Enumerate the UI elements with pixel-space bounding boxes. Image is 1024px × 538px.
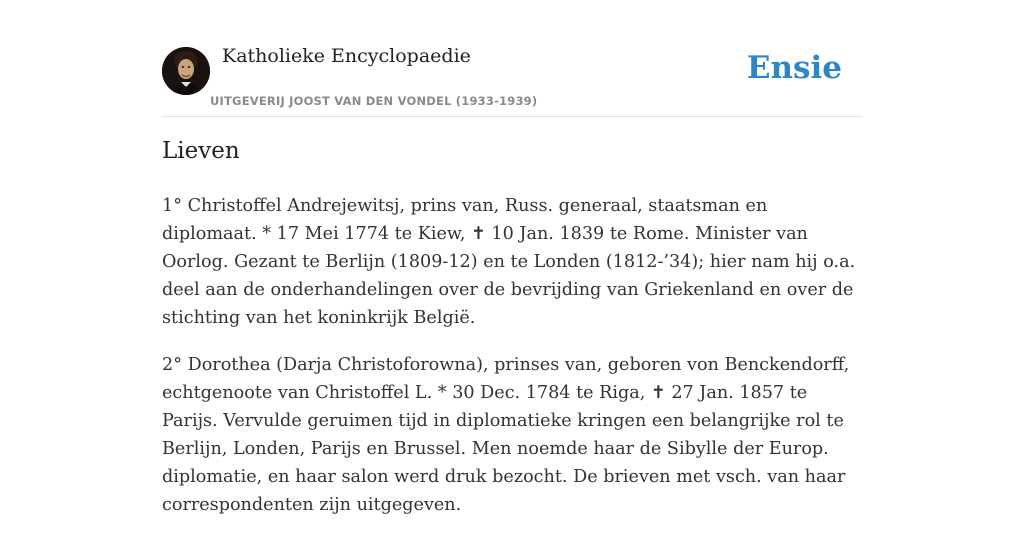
brand-logo[interactable]: Ensie — [746, 50, 842, 86]
publication-name[interactable]: Katholieke Encyclopaedie — [222, 45, 471, 67]
page — [162, 0, 862, 515]
portrait-icon — [162, 47, 210, 95]
article-title: Lieven — [162, 138, 240, 164]
article-paragraph: 1° Christoffel Andrejewitsj, prins van, Russ. generaal, staatsman en diplomaat. * 17 Mei 1774 te Kiew, ✝ 10 Jan. 1839 te Rome. Minister van Oorlog. Gezant te Berlijn (1809-12) en te Londen (1812-’34); hier nam hij o.a. deel aan de onderhandelingen over de bevrijding van Griekenland en over de stichting van het koninkrijk België. — [162, 196, 856, 328]
publisher-subtitle: UITGEVERIJ JOOST VAN DEN VONDEL (1933-1939) — [210, 94, 538, 108]
article-paragraph: 2° Dorothea (Darja Christoforowna), prinses van, geboren von Benckendorff, echtgenoote van Christoffel L. * 30 Dec. 1784 te Riga, ✝ 27 Jan. 1857 te Parijs. Vervulde geruimen tijd in diplomatieke kringen een belangrijke rol te Berlijn, Londen, Parijs en Brussel. Men noemde haar de Sibylle der Europ. diplomatie, en haar salon werd druk bezocht. De brieven met vsch. van haar correspondenten zijn uitgegeven. — [162, 355, 850, 515]
site-header — [162, 0, 862, 117]
publication-avatar-icon[interactable] — [162, 47, 210, 95]
article-body — [162, 192, 862, 538]
